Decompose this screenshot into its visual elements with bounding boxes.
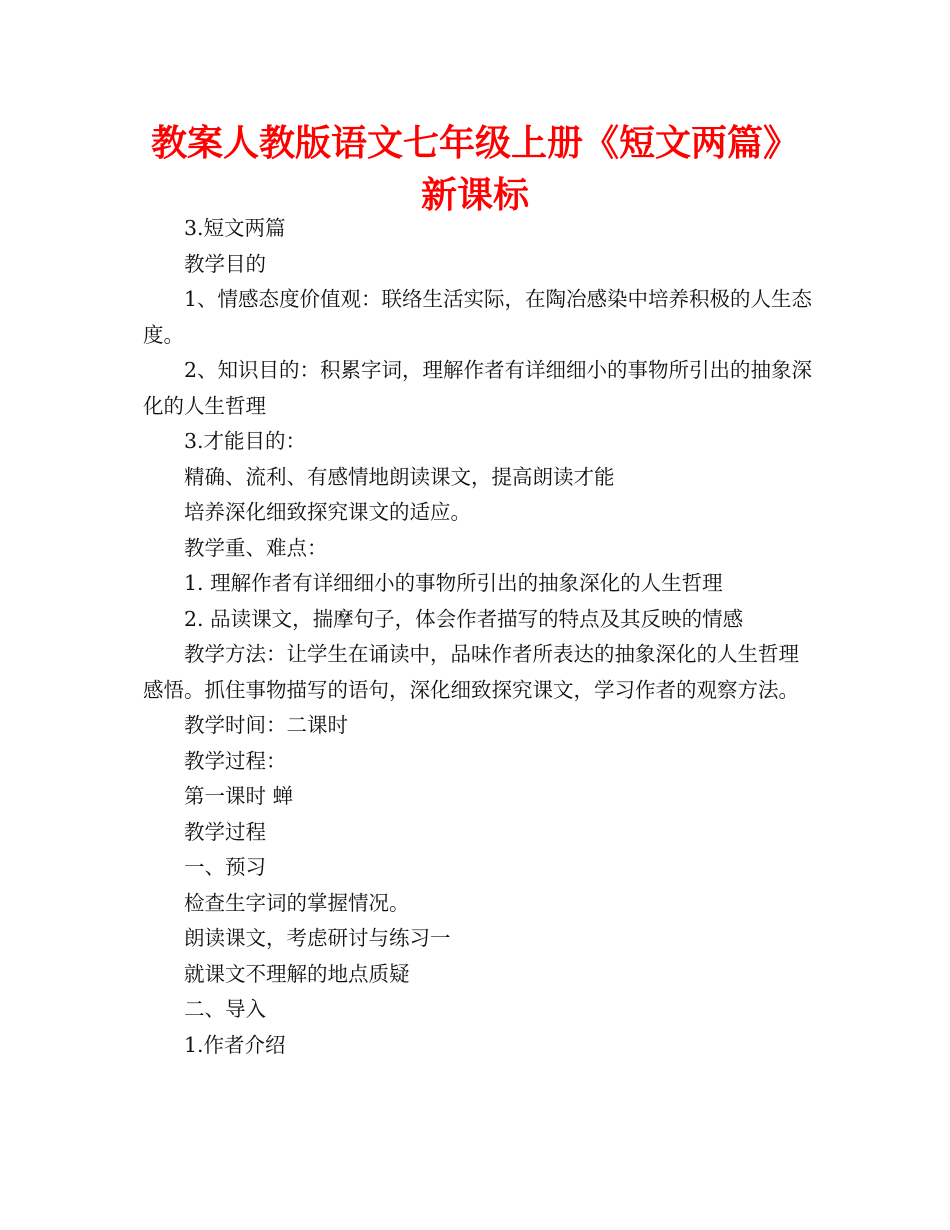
paragraph-intro-heading: 二、导入: [184, 997, 266, 1021]
title-line-2: 新课标: [420, 175, 529, 216]
paragraph-process: 教学过程: [184, 819, 266, 844]
paragraph-preview-heading: 一、预习: [184, 855, 266, 879]
paragraph-teaching-time: 教学时间：二课时: [184, 713, 348, 737]
paragraph-preview-question: 就课文不理解的地点质疑: [184, 961, 410, 986]
paragraph-lesson-number: 3.短文两篇: [184, 216, 286, 240]
title-line-1: 教案人教版语文七年级上册《短文两篇》: [150, 123, 799, 164]
paragraph-teaching-process-heading: 教学过程：: [184, 748, 287, 773]
paragraph-preview-read: 朗读课文，考虑研讨与练习一: [184, 926, 451, 950]
paragraph-key-points-heading: 教学重、难点：: [184, 535, 328, 560]
paragraph-goal-ability: 3.才能目的：: [184, 429, 307, 453]
paragraph-goal-emotion: 1、情感态度价值观：联络生活实际，在陶冶感染中培养积极的人生态度。: [143, 287, 813, 347]
document-title: [100, 118, 850, 222]
document-body: [143, 211, 815, 1063]
paragraph-ability-habit: 培养深化细致探究课文的适应。: [184, 500, 471, 524]
paragraph-key-point-2: 2. 品读课文，揣摩句子，体会作者描写的特点及其反映的情感: [184, 606, 744, 631]
paragraph-teaching-goals-heading: 教学目的: [184, 251, 266, 276]
paragraph-ability-reading: 精确、流利、有感情地朗读课文，提高朗读才能: [184, 464, 615, 489]
paragraph-teaching-method: 教学方法：让学生在诵读中，品味作者所表达的抽象深化的人生哲理感悟。抓住事物描写的语句，深化细致探究课文，学习作者的观察方法。: [143, 642, 799, 702]
paragraph-first-lesson: 第一课时 蝉: [184, 784, 294, 808]
paragraph-preview-check: 检查生字词的掌握情况。: [184, 890, 410, 915]
paragraph-key-point-1: 1. 理解作者有详细细小的事物所引出的抽象深化的人生哲理: [184, 571, 723, 595]
paragraph-goal-knowledge: 2、知识目的：积累字词，理解作者有详细细小的事物所引出的抽象深化的人生哲理: [143, 358, 813, 418]
paragraph-author-intro: 1.作者介绍: [184, 1032, 286, 1057]
